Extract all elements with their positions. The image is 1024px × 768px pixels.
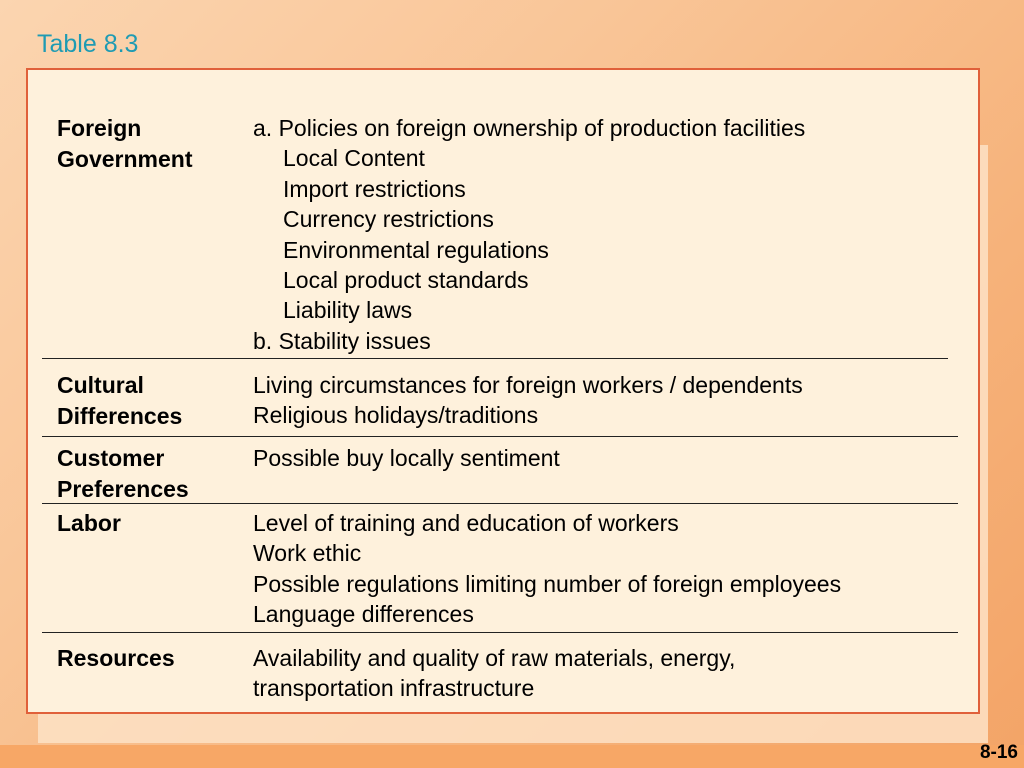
row-content <box>253 113 805 356</box>
row-divider <box>42 436 958 437</box>
page-number: 8-16 <box>979 742 1018 763</box>
list-item: Currency restrictions <box>283 206 494 233</box>
row-content <box>253 508 841 630</box>
row-divider <box>42 632 958 633</box>
list-item: a. Policies on foreign ownership of production facilities <box>253 115 806 141</box>
row-label: Cultural Differences <box>57 372 183 429</box>
list-item: Local Content <box>283 145 425 172</box>
list-item: Possible buy locally sentiment <box>253 445 560 471</box>
list-item: Level of training and education of workers <box>253 510 679 536</box>
row-label: Customer Preferences <box>57 445 189 502</box>
row-content <box>253 443 560 473</box>
list-item: Living circumstances for foreign workers / dependents <box>253 372 803 398</box>
row-label: Foreign Government <box>57 115 193 172</box>
slide-title: Table 8.3 <box>37 30 139 58</box>
list-item: Work ethic <box>253 540 362 567</box>
list-item: b. Stability issues <box>253 327 431 354</box>
list-item: Religious holidays/traditions <box>253 402 539 429</box>
row-label: Labor <box>57 510 121 536</box>
list-item: Import restrictions <box>283 175 466 202</box>
list-item: Availability and quality of raw materials, energy, <box>253 645 736 671</box>
list-item: Liability laws <box>283 297 413 324</box>
background-strip <box>0 745 1024 768</box>
list-item: Local product standards <box>283 267 529 294</box>
factors-table <box>26 68 980 714</box>
row-divider <box>42 503 958 504</box>
row-label: Resources <box>57 645 175 671</box>
list-item: transportation infrastructure <box>253 675 535 702</box>
row-divider <box>42 358 948 359</box>
list-item: Possible regulations limiting number of foreign employees <box>253 570 842 597</box>
row-content <box>253 370 803 431</box>
list-item: Language differences <box>253 601 474 628</box>
list-item: Environmental regulations <box>283 236 549 263</box>
row-content <box>253 643 735 704</box>
